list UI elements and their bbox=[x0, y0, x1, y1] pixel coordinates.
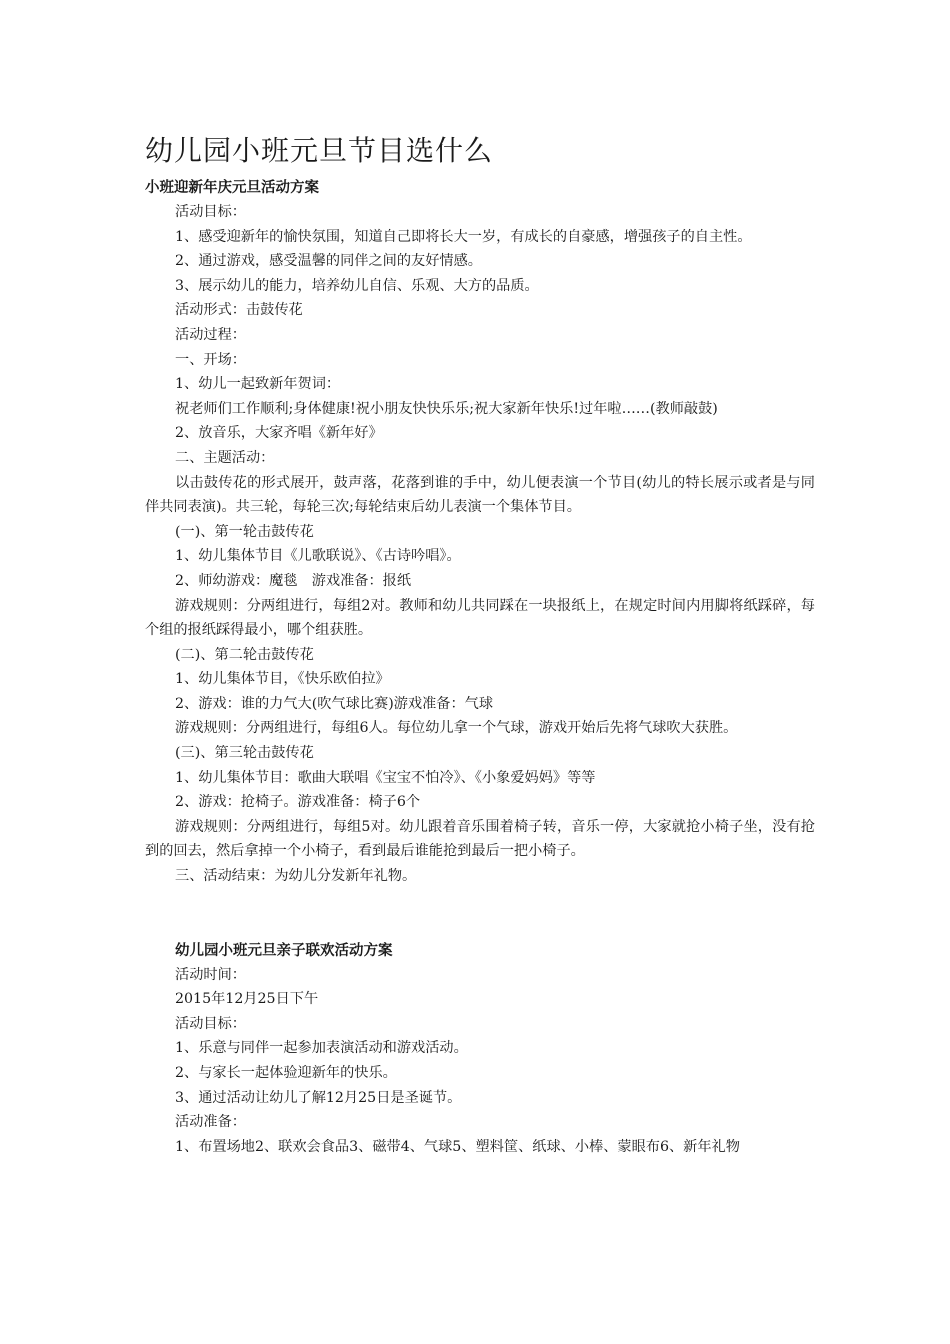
section1-heading: 小班迎新年庆元旦活动方案 bbox=[145, 180, 319, 196]
paragraph: 1、乐意与同伴一起参加表演活动和游戏活动。 bbox=[175, 1040, 468, 1057]
paragraph: 2015年12月25日下午 bbox=[175, 991, 319, 1008]
document-title: 幼儿园小班元旦节目选什么 bbox=[145, 134, 494, 167]
section2-body bbox=[145, 963, 815, 1160]
paragraph: 2、师幼游戏：魔毯 游戏准备：报纸 bbox=[175, 572, 412, 589]
paragraph: 1、幼儿集体节目，《快乐欧伯拉》 bbox=[175, 671, 390, 688]
paragraph: 以击鼓传花的形式展开，鼓声落，花落到谁的手中，幼儿便表演一个节目(幼儿的特长展示或者是与同伴共同表演)。共三轮，每轮三次;每轮结束后幼儿表演一个集体节目。 bbox=[145, 474, 815, 516]
section2-heading: 幼儿园小班元旦亲子联欢活动方案 bbox=[175, 942, 393, 959]
paragraph: 二、主题活动： bbox=[175, 449, 275, 466]
paragraph: 1、幼儿集体节目：歌曲大联唱《宝宝不怕冷》、《小象爱妈妈》等等 bbox=[175, 769, 596, 786]
paragraph: 1、幼儿一起致新年贺词： bbox=[175, 376, 341, 393]
paragraph: 活动时间： bbox=[175, 966, 246, 983]
paragraph: 活动目标： bbox=[175, 204, 246, 220]
section1-body bbox=[145, 200, 815, 889]
paragraph: 活动过程： bbox=[175, 326, 246, 343]
paragraph: (一)、第一轮击鼓传花 bbox=[175, 523, 314, 540]
paragraph: 游戏规则：分两组进行，每组5对。幼儿跟着音乐围着椅子转，音乐一停，大家就抢小椅子坐，没有抢到的回去，然后拿掉一个小椅子，看到最后谁能抢到最后一把小椅子。 bbox=[145, 818, 815, 860]
paragraph: (三)、第三轮击鼓传花 bbox=[175, 745, 314, 762]
paragraph: 三、活动结束：为幼儿分发新年礼物。 bbox=[175, 868, 417, 885]
paragraph: 2、通过游戏，感受温馨的同伴之间的友好情感。 bbox=[175, 253, 482, 270]
paragraph: 活动形式：击鼓传花 bbox=[175, 302, 303, 319]
paragraph: 2、游戏：谁的力气大(吹气球比赛)游戏准备：气球 bbox=[175, 695, 494, 712]
paragraph: 活动准备： bbox=[175, 1114, 246, 1131]
paragraph: 2、与家长一起体验迎新年的快乐。 bbox=[175, 1065, 397, 1081]
paragraph: 1、感受迎新年的愉快氛围，知道自己即将长大一岁，有成长的自豪感，增强孩子的自主性。 bbox=[175, 228, 752, 245]
paragraph: (二)、第二轮击鼓传花 bbox=[175, 646, 314, 663]
paragraph: 1、布置场地2、联欢会食品3、磁带4、气球5、塑料筐、纸球、小棒、蒙眼布6、新年礼物 bbox=[175, 1138, 740, 1155]
paragraph: 3、展示幼儿的能力，培养幼儿自信、乐观、大方的品质。 bbox=[175, 277, 539, 294]
paragraph: 活动目标： bbox=[175, 1015, 246, 1032]
paragraph: 3、通过活动让幼儿了解12月25日是圣诞节。 bbox=[175, 1089, 462, 1106]
paragraph: 2、游戏：抢椅子。游戏准备：椅子6个 bbox=[175, 794, 421, 811]
paragraph: 一、开场： bbox=[175, 351, 246, 368]
paragraph: 祝老师们工作顺利;身体健康!祝小朋友快快乐乐;祝大家新年快乐!过年啦……(教师敲鼓) bbox=[175, 400, 718, 417]
paragraph: 2、放音乐，大家齐唱《新年好》 bbox=[175, 425, 383, 442]
section-spacer bbox=[145, 889, 815, 939]
paragraph: 游戏规则：分两组进行，每组6人。每位幼儿拿一个气球，游戏开始后先将气球吹大获胜。 bbox=[175, 720, 738, 737]
paragraph: 1、幼儿集体节目《儿歌联说》、《古诗吟唱》。 bbox=[175, 548, 461, 565]
document-body bbox=[145, 132, 815, 1159]
paragraph: 游戏规则：分两组进行，每组2对。教师和幼儿共同踩在一块报纸上，在规定时间内用脚将纸踩碎，每个组的报纸踩得最小，哪个组获胜。 bbox=[145, 597, 815, 639]
